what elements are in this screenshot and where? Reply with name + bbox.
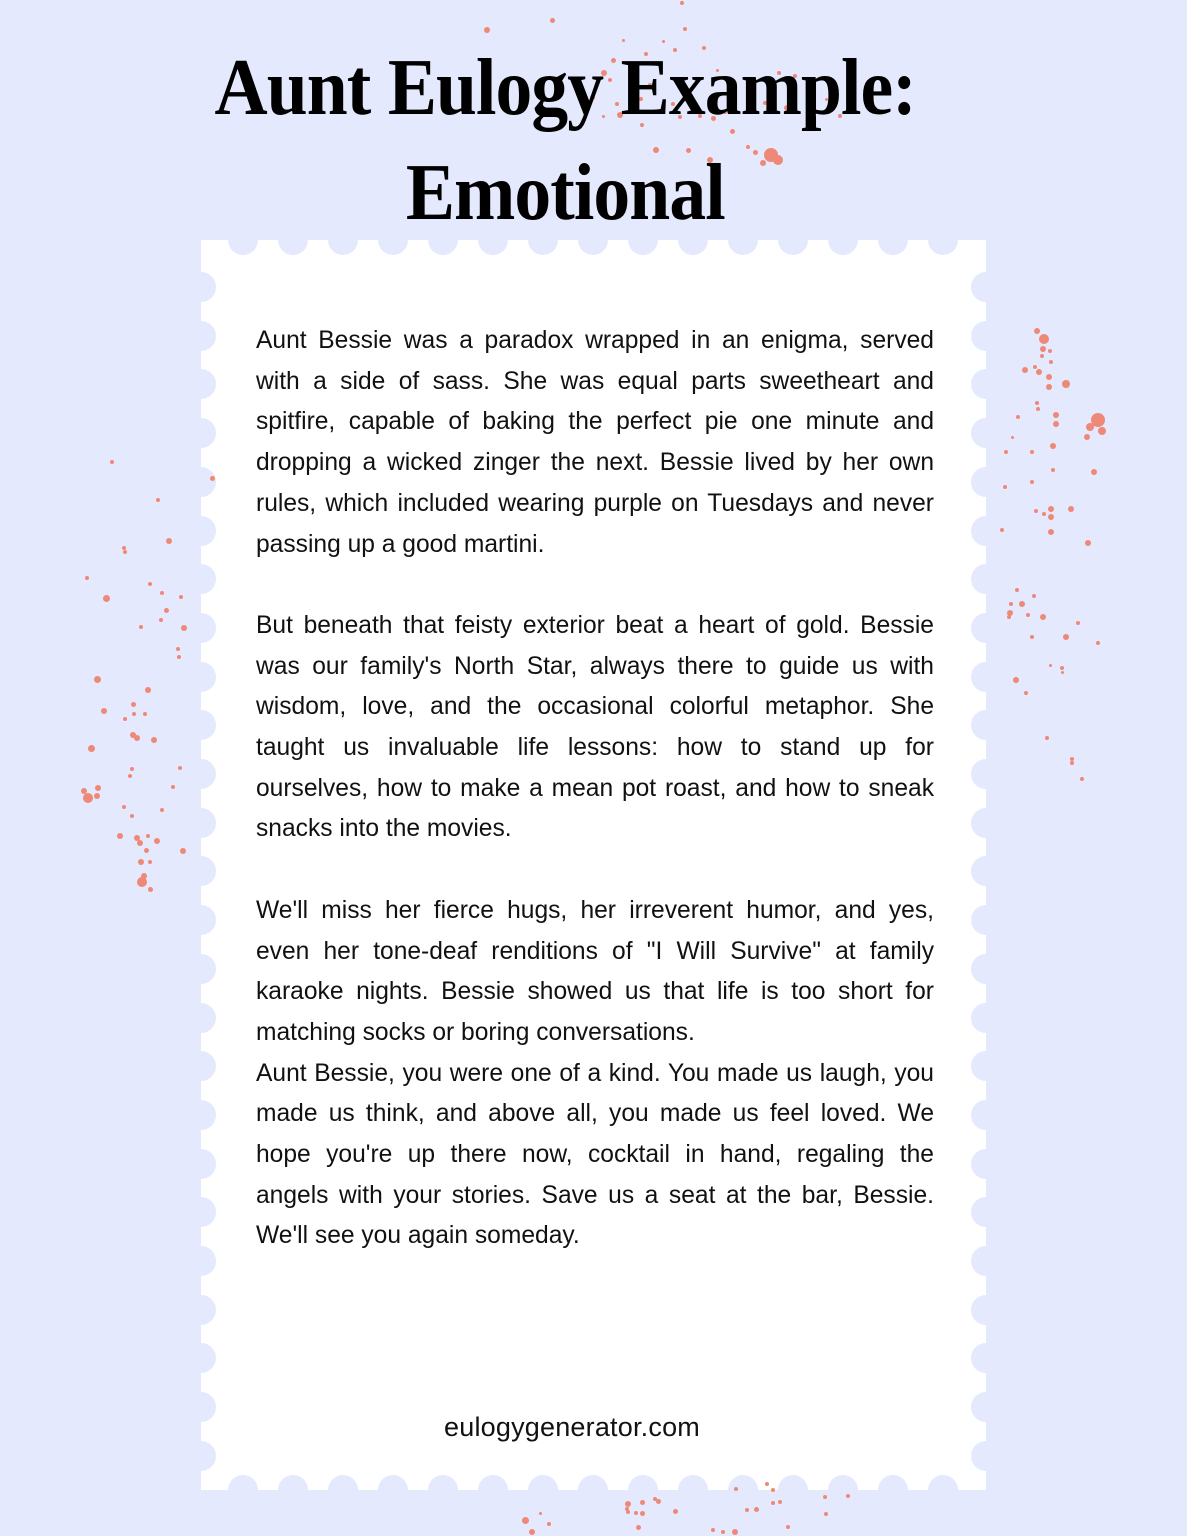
splatter-dot <box>1030 480 1034 484</box>
splatter-dot <box>151 737 157 743</box>
scallop-notch <box>778 1475 808 1505</box>
scallop-notch <box>971 1100 1001 1130</box>
scallop-notch <box>186 1441 216 1471</box>
splatter-dot <box>143 712 147 716</box>
scallop-notch <box>186 564 216 594</box>
splatter-dot <box>123 717 127 721</box>
splatter-dot <box>1003 485 1007 489</box>
splatter-dot <box>1070 761 1074 765</box>
splatter-dot <box>1046 384 1052 390</box>
scallop-notch <box>971 418 1001 448</box>
splatter-dot <box>148 582 152 586</box>
splatter-dot <box>131 702 136 707</box>
splatter-dot <box>1004 450 1008 454</box>
scallop-notch <box>971 954 1001 984</box>
scallop-notch <box>971 1149 1001 1179</box>
scallop-notch <box>186 808 216 838</box>
splatter-dot <box>1049 360 1053 364</box>
splatter-dot <box>1024 691 1028 695</box>
scallop-notch <box>971 1246 1001 1276</box>
splatter-dot <box>680 1 684 5</box>
splatter-dot <box>1016 415 1020 419</box>
splatter-dot <box>178 766 182 770</box>
eulogy-body <box>256 321 934 1257</box>
scallop-notch <box>186 1246 216 1276</box>
splatter-dot <box>160 591 164 595</box>
splatter-dot <box>137 877 147 887</box>
splatter-dot <box>1040 354 1044 358</box>
splatter-dot <box>1034 509 1038 513</box>
scallop-notch <box>428 1475 458 1505</box>
eulogy-paragraph-3: We'll miss her fierce hugs, her irreverent humor, and yes, even her tone-deaf renditions of "I Will Survive" at family karaoke nights. Bessie showed us that life is too short for matching socks or boring conversations. <box>256 896 934 1046</box>
splatter-dot <box>1098 427 1106 435</box>
splatter-dot <box>1091 469 1097 475</box>
splatter-dot <box>101 708 107 714</box>
splatter-dot <box>1030 450 1034 454</box>
splatter-dot <box>550 18 555 23</box>
splatter-dot <box>1015 588 1019 592</box>
splatter-dot <box>134 735 140 741</box>
splatter-dot <box>771 1501 775 1505</box>
splatter-dot <box>137 840 143 846</box>
eulogy-paragraph-1: Aunt Bessie was a paradox wrapped in an enigma, served with a side of sass. She was equal parts sweetheart and spitfire, capable of baking the perfect pie one minute and dropping a wicked zinger the next. Bessie lived by her own rules, which included wearing purple on Tuesdays and never passing up a good martini. <box>256 327 934 558</box>
splatter-dot <box>130 814 134 818</box>
splatter-dot <box>683 27 687 31</box>
splatter-dot <box>1084 434 1090 440</box>
splatter-dot <box>176 647 180 651</box>
splatter-dot <box>539 1512 542 1515</box>
scallop-notch <box>186 905 216 935</box>
splatter-dot <box>636 1525 641 1530</box>
scallop-notch <box>971 662 1001 692</box>
splatter-dot <box>181 625 187 631</box>
splatter-dot <box>1019 601 1025 607</box>
splatter-dot <box>625 1507 629 1511</box>
scallop-notch <box>328 1475 358 1505</box>
splatter-dot <box>1080 777 1084 781</box>
splatter-dot <box>711 1528 715 1532</box>
splatter-dot <box>786 1525 790 1529</box>
splatter-dot <box>160 808 164 812</box>
splatter-dot <box>210 476 215 481</box>
splatter-dot <box>653 1497 657 1501</box>
scallop-notch <box>971 369 1001 399</box>
splatter-dot <box>846 1494 850 1498</box>
splatter-dot <box>128 774 132 778</box>
splatter-dot <box>1048 506 1054 512</box>
splatter-dot <box>117 833 123 839</box>
title-line-2: Emotional <box>405 149 725 237</box>
splatter-dot <box>522 1517 529 1524</box>
splatter-dot <box>85 576 89 580</box>
scallop-notch <box>678 1475 708 1505</box>
eulogy-paragraph-2: But beneath that feisty exterior beat a heart of gold. Bessie was our family's North Star, always there to guide us with wisdom, love, and the occasional colorful metaphor. She taught us invaluable life lessons: how to stand up for ourselves, how to make a mean pot roast, and how to sneak snacks into the movies. <box>256 611 934 843</box>
scallop-notch <box>278 1475 308 1505</box>
splatter-dot <box>1076 621 1080 625</box>
splatter-dot <box>1048 514 1054 520</box>
splatter-dot <box>159 618 163 622</box>
splatter-dot <box>771 1488 775 1492</box>
eulogy-paragraph-4: Aunt Bessie, you were one of a kind. You made us laugh, you made us think, and above all, you made us feel loved. We hope you're up there now, cocktail in hand, regaling the angels with your stories. Save us a seat at the bar, Bessie. We'll see you again someday. <box>256 1059 934 1250</box>
scallop-notch <box>186 321 216 351</box>
scallop-notch <box>971 1441 1001 1471</box>
splatter-dot <box>1068 506 1074 512</box>
scallop-notch <box>186 613 216 643</box>
scallop-notch <box>478 1475 508 1505</box>
splatter-dot <box>1053 421 1059 427</box>
splatter-dot <box>1040 346 1046 352</box>
splatter-dot <box>1000 528 1004 532</box>
splatter-dot <box>745 1508 749 1512</box>
splatter-dot <box>164 608 169 613</box>
splatter-dot <box>94 793 100 799</box>
scallop-notch <box>971 613 1001 643</box>
splatter-dot <box>1033 365 1037 369</box>
scallop-notch <box>828 1475 858 1505</box>
splatter-dot <box>88 745 95 752</box>
splatter-dot <box>83 793 93 803</box>
scallop-notch <box>186 1003 216 1033</box>
splatter-dot <box>640 1511 645 1516</box>
scallop-notch <box>928 1475 958 1505</box>
splatter-dot <box>1060 666 1064 670</box>
splatter-dot <box>1040 614 1046 620</box>
splatter-dot <box>484 27 490 33</box>
splatter-dot <box>1046 374 1052 380</box>
splatter-dot <box>778 1500 782 1504</box>
splatter-dot <box>145 687 151 693</box>
splatter-dot <box>634 1511 638 1515</box>
splatter-dot <box>1049 664 1052 667</box>
scallop-notch <box>186 418 216 448</box>
scallop-notch <box>971 1295 1001 1325</box>
splatter-dot <box>1036 369 1042 375</box>
splatter-dot <box>1050 443 1056 449</box>
splatter-dot <box>1013 677 1019 683</box>
splatter-dot <box>132 712 136 716</box>
splatter-dot <box>1086 423 1094 431</box>
splatter-dot <box>138 859 144 865</box>
scallop-notch <box>378 1475 408 1505</box>
splatter-dot <box>180 848 186 854</box>
splatter-dot <box>1061 671 1064 674</box>
splatter-dot <box>1007 615 1011 619</box>
splatter-dot <box>146 834 150 838</box>
splatter-dot <box>1048 349 1052 353</box>
scallop-notch <box>186 1149 216 1179</box>
splatter-dot <box>166 538 172 544</box>
scallop-notch <box>971 1051 1001 1081</box>
splatter-dot <box>103 595 110 602</box>
splatter-dot <box>1009 602 1013 606</box>
footer-website: eulogygenerator.com <box>444 1412 700 1442</box>
scallop-notch <box>971 1003 1001 1033</box>
splatter-dot <box>1011 436 1014 439</box>
splatter-dot <box>1030 635 1034 639</box>
scallop-notch <box>528 1475 558 1505</box>
scallop-notch <box>971 1392 1001 1422</box>
splatter-dot <box>139 625 143 629</box>
scallop-notch <box>971 516 1001 546</box>
scallop-notch <box>186 516 216 546</box>
splatter-dot <box>1051 468 1055 472</box>
scallop-notch <box>971 467 1001 497</box>
scallop-notch <box>971 856 1001 886</box>
scallop-notch <box>971 272 1001 302</box>
title-line-1: Aunt Eulogy Example: <box>214 44 916 132</box>
scallop-notch <box>971 759 1001 789</box>
splatter-dot <box>824 1512 828 1516</box>
splatter-dot <box>1063 634 1069 640</box>
scallop-notch <box>186 759 216 789</box>
splatter-dot <box>110 460 114 464</box>
splatter-dot <box>673 1509 678 1514</box>
scallop-notch <box>228 1475 258 1505</box>
splatter-dot <box>148 860 152 864</box>
splatter-dot <box>179 595 183 599</box>
splatter-dot <box>754 1507 759 1512</box>
splatter-dot <box>1053 412 1059 418</box>
scallop-notch <box>186 467 216 497</box>
scallop-notch <box>578 1475 608 1505</box>
splatter-dot <box>1022 367 1028 373</box>
splatter-dot <box>95 785 101 791</box>
scallop-notch <box>186 1051 216 1081</box>
scallop-notch <box>971 808 1001 838</box>
scallop-notch <box>971 710 1001 740</box>
splatter-dot <box>732 1529 738 1535</box>
scallop-notch <box>186 1100 216 1130</box>
scallop-notch <box>971 1343 1001 1373</box>
splatter-dot <box>144 848 149 853</box>
splatter-dot <box>1035 401 1039 405</box>
splatter-dot <box>148 887 153 892</box>
scallop-notch <box>186 1295 216 1325</box>
splatter-dot <box>721 1530 725 1534</box>
splatter-dot <box>1062 380 1070 388</box>
scallop-notch <box>186 954 216 984</box>
splatter-dot <box>640 1500 645 1505</box>
splatter-dot <box>765 1482 769 1486</box>
scallop-notch <box>971 564 1001 594</box>
splatter-dot <box>529 1529 535 1535</box>
splatter-dot <box>1045 736 1049 740</box>
splatter-dot <box>1026 613 1030 617</box>
splatter-dot <box>171 785 175 789</box>
splatter-dot <box>823 1495 827 1499</box>
splatter-dot <box>734 1487 738 1491</box>
splatter-dot <box>1085 540 1091 546</box>
splatter-dot <box>156 498 160 502</box>
scallop-notch <box>186 272 216 302</box>
scallop-notch <box>971 1197 1001 1227</box>
splatter-dot <box>1032 594 1036 598</box>
scallop-notch <box>186 662 216 692</box>
splatter-dot <box>154 838 160 844</box>
splatter-dot <box>130 767 134 771</box>
splatter-dot <box>547 1522 551 1526</box>
splatter-dot <box>177 655 181 659</box>
scallop-notch <box>728 1475 758 1505</box>
scallop-notch <box>878 1475 908 1505</box>
scallop-notch <box>971 321 1001 351</box>
scallop-notch <box>971 905 1001 935</box>
splatter-dot <box>94 676 101 683</box>
splatter-dot <box>122 805 126 809</box>
splatter-dot <box>1036 407 1040 411</box>
splatter-dot <box>1048 529 1054 535</box>
splatter-dot <box>1039 334 1049 344</box>
splatter-dot <box>1096 641 1100 645</box>
splatter-dot <box>1042 512 1046 516</box>
splatter-dot <box>1034 328 1040 334</box>
splatter-dot <box>123 550 127 554</box>
